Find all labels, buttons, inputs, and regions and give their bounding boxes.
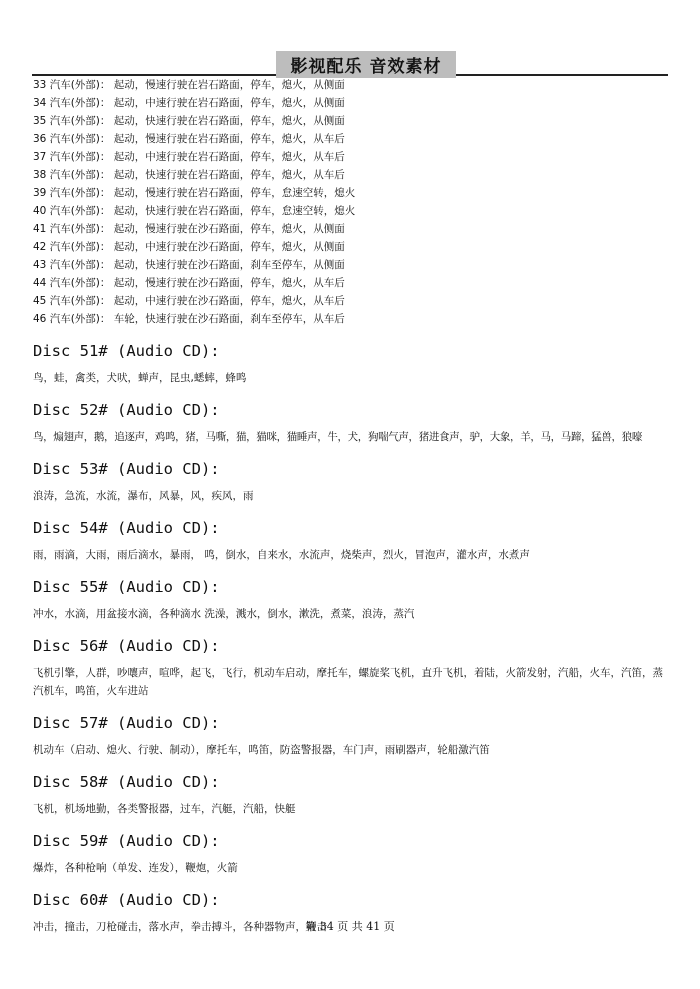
disc-content: 飞机，机场地勤，各类警报器，过车，汽艇，汽船，快艇	[33, 803, 296, 815]
disc-title: Disc 56# (Audio CD):	[33, 637, 220, 655]
disc-content: 鸟，煽翅声，鹅，追逐声，鸡鸣，猪，马嘶，猫，猫咪，猫睡声，牛，犬，狗喘气声，猪进食声，驴，大象，羊，马，马蹄，猛兽，狼嚎	[33, 431, 642, 443]
disc-content: 冲水，水滴，用盆接水滴，各种滴水 洗澡，溅水，倒水，漱洗，煮菜，浪涛，蒸汽	[33, 608, 415, 620]
disc-title: Disc 51# (Audio CD):	[33, 342, 220, 360]
disc-title: Disc 52# (Audio CD):	[33, 401, 220, 419]
disc-title: Disc 55# (Audio CD):	[33, 578, 220, 596]
disc-section	[33, 517, 673, 564]
disc-section	[33, 712, 673, 759]
track-line: 43 汽车(外部)： 起动，快速行驶在沙石路面，刹车至停车，从侧面	[33, 259, 345, 271]
track-line: 38 汽车(外部)： 起动，快速行驶在岩石路面，停车，熄火，从车后	[33, 169, 345, 181]
disc-content: 冲击，撞击，刀枪碰击，落水声，拳击搏斗，各种器物声，鞭击	[33, 921, 327, 933]
track-line: 35 汽车(外部)： 起动，快速行驶在岩石路面，停车，熄火，从侧面	[33, 115, 345, 127]
disc-section	[33, 830, 673, 877]
track-line: 45 汽车(外部)： 起动，中速行驶在沙石路面，停车，熄火，从车后	[33, 295, 345, 307]
disc-content: 雨，雨滴，大雨，雨后滴水，暴雨， 鸣，倒水，自来水，水流声，烧柴声，烈火，冒泡声，灌水声，水煮声	[33, 549, 530, 561]
track-line: 36 汽车(外部)： 起动，慢速行驶在岩石路面，停车，熄火，从车后	[33, 133, 345, 145]
disc-content: 飞机引擎，人群，吵嚷声，喧哗，起飞，飞行，机动车启动，摩托车，螺旋桨飞机，直升飞机，着陆，火箭发射，汽船，火车，汽笛，蒸汽机车，鸣笛，火车进站	[33, 667, 663, 697]
disc-section	[33, 771, 673, 818]
disc-section	[33, 635, 673, 700]
disc-title: Disc 59# (Audio CD):	[33, 832, 220, 850]
disc-title: Disc 53# (Audio CD):	[33, 460, 220, 478]
track-line: 41 汽车(外部)： 起动，慢速行驶在沙石路面，停车，熄火，从侧面	[33, 223, 345, 235]
track-line: 37 汽车(外部)： 起动，中速行驶在岩石路面，停车，熄火，从车后	[33, 151, 345, 163]
disc-title: Disc 57# (Audio CD):	[33, 714, 220, 732]
disc-section	[33, 576, 673, 623]
track-list	[33, 76, 673, 328]
disc-content: 鸟，蛙，禽类，犬吠，蝉声，昆虫,蟋蟀，蜂鸣	[33, 372, 247, 384]
disc-content: 机动车（启动、熄火、行驶、制动），摩托车，鸣笛，防盗警报器，车门声，雨刷器声，轮船激汽笛	[33, 744, 490, 756]
disc-section	[33, 458, 673, 505]
page-header	[32, 48, 668, 76]
header-title: 影视配乐 音效素材	[276, 51, 456, 78]
track-line: 40 汽车(外部)： 起动，快速行驶在岩石路面，停车，怠速空转，熄火	[33, 205, 356, 217]
disc-section	[33, 340, 673, 387]
track-line: 46 汽车(外部)： 车轮，快速行驶在沙石路面，刹车至停车，从车后	[33, 313, 345, 325]
track-line: 42 汽车(外部)： 起动，中速行驶在沙石路面，停车，熄火，从侧面	[33, 241, 345, 253]
track-line: 39 汽车(外部)： 起动，慢速行驶在岩石路面，停车，怠速空转，熄火	[33, 187, 356, 199]
track-line: 34 汽车(外部)： 起动，中速行驶在岩石路面，停车，熄火，从侧面	[33, 97, 345, 109]
disc-title: Disc 60# (Audio CD):	[33, 891, 220, 909]
page-number: 第 34 页 共 41 页	[305, 920, 395, 933]
track-line: 33 汽车(外部)： 起动，慢速行驶在岩石路面，停车，熄火，从侧面	[33, 79, 345, 91]
disc-title: Disc 58# (Audio CD):	[33, 773, 220, 791]
disc-content: 爆炸，各种枪响（单发、连发），鞭炮，火箭	[33, 862, 238, 874]
disc-list	[33, 340, 673, 948]
track-line: 44 汽车(外部)： 起动，慢速行驶在沙石路面，停车，熄火，从车后	[33, 277, 345, 289]
disc-section	[33, 399, 673, 446]
disc-title: Disc 54# (Audio CD):	[33, 519, 220, 537]
disc-content: 浪涛，急流，水流，瀑布，风暴，风，疾风，雨	[33, 490, 254, 502]
